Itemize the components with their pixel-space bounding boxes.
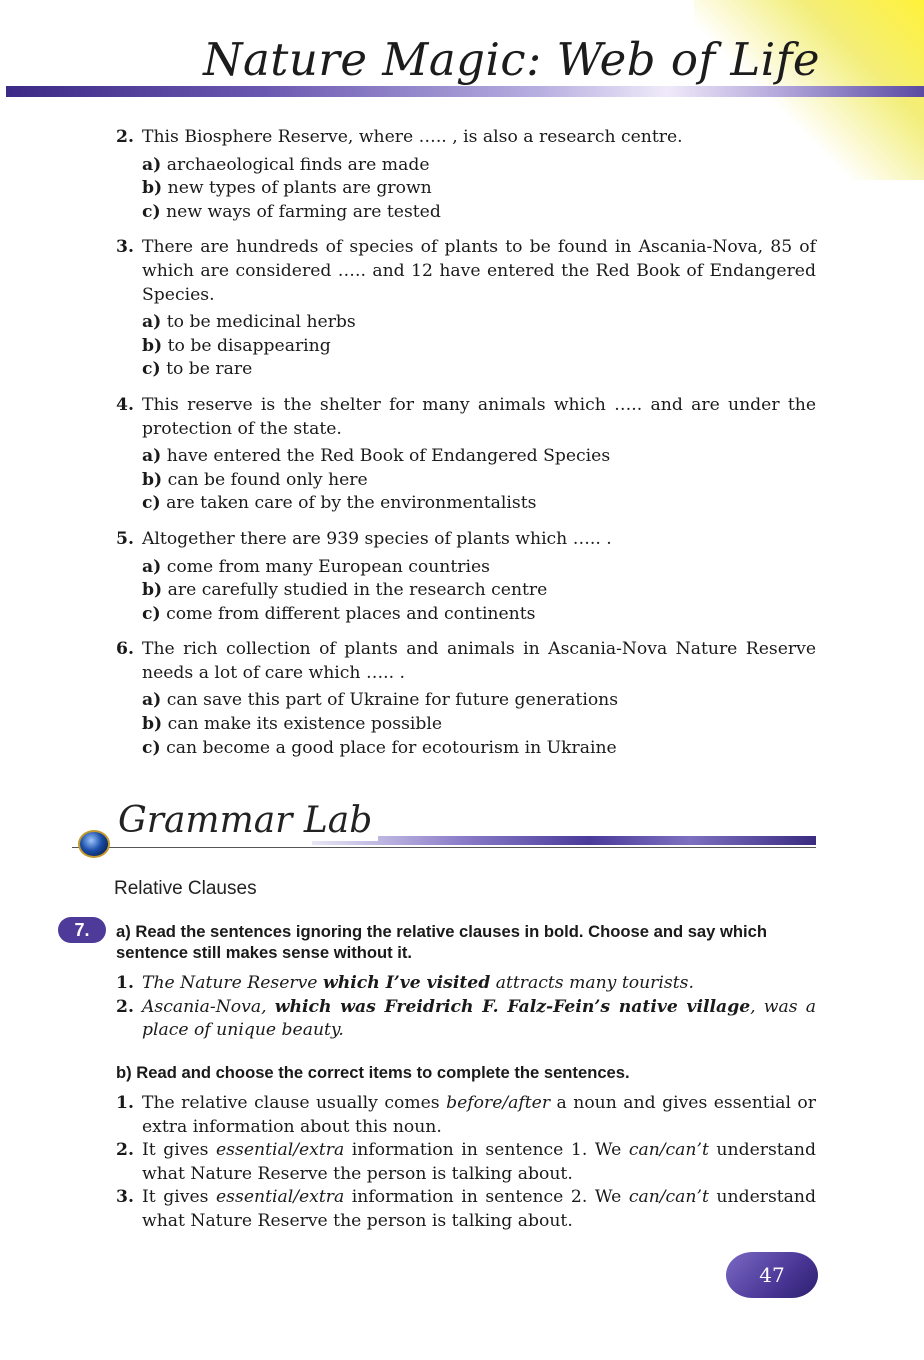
- answer-option: [142, 469, 816, 493]
- item-text: The relative clause usually comes: [142, 1093, 447, 1113]
- question-number: 6.: [116, 639, 134, 660]
- option-letter: a): [142, 446, 162, 467]
- option-text: to be rare: [166, 359, 253, 380]
- option-text: new types of plants are grown: [167, 178, 432, 199]
- item-text: information in sentence 2. We: [344, 1187, 629, 1208]
- option-text: are taken care of by the environmentalists: [166, 493, 537, 514]
- question-text: This Biosphere Reserve, where ….. , is also a research centre.: [142, 127, 683, 147]
- sentence-text: , was a place of unique beauty.: [142, 996, 817, 1041]
- item-number: 1.: [116, 1093, 134, 1113]
- item-text: It gives: [142, 1140, 217, 1161]
- option-letter: b): [142, 714, 163, 735]
- option-letter: b): [142, 178, 163, 199]
- answer-option: [142, 154, 816, 178]
- question-number: 2.: [116, 127, 134, 147]
- answer-options: [142, 689, 816, 760]
- sentence-number: 1.: [116, 973, 134, 993]
- option-letter: b): [142, 335, 163, 356]
- question-item: [116, 126, 816, 224]
- option-text: to be medicinal herbs: [166, 312, 356, 333]
- relative-clause: which I’ve visited: [322, 973, 491, 993]
- option-letter: a): [142, 556, 162, 577]
- question-text: The rich collection of plants and animals in Ascania-Nova Nature Reserve needs a lot of care which ….. .: [142, 639, 816, 683]
- answer-option: [142, 579, 816, 603]
- task-b-instruction: b) Read and choose the correct items to complete the sentences.: [116, 1063, 630, 1082]
- option-letter: c): [142, 201, 161, 222]
- completion-item: [116, 1092, 816, 1139]
- question-number: 4.: [116, 394, 134, 415]
- sentence-number: 2.: [116, 996, 134, 1017]
- option-letter: b): [142, 580, 163, 601]
- option-text: can save this part of Ukraine for future generations: [166, 690, 619, 711]
- grammar-lab-title: Grammar Lab: [112, 800, 378, 841]
- option-text: can be found only here: [167, 469, 368, 490]
- item-text: It gives: [142, 1187, 217, 1208]
- option-letter: c): [142, 603, 161, 624]
- orb-icon: [78, 830, 110, 858]
- question-number: 3.: [116, 237, 134, 258]
- section-heading: Relative Clauses: [114, 878, 257, 899]
- page-number: 47: [726, 1252, 818, 1298]
- sentence-text: Ascania-Nova,: [142, 996, 275, 1017]
- option-text: new ways of farming are tested: [166, 201, 441, 222]
- exercise-number-badge: 7.: [58, 917, 106, 943]
- choice-option: can/can’t: [628, 1187, 709, 1208]
- option-letter: a): [142, 312, 162, 333]
- items-b: [116, 1092, 816, 1234]
- sentence-text: attracts many tourists.: [490, 973, 694, 993]
- answer-option: [142, 713, 816, 737]
- grammar-lab-bar: [312, 836, 816, 845]
- option-text: are carefully studied in the research centre: [167, 580, 548, 601]
- option-text: can become a good place for ecotourism in Ukraine: [166, 737, 617, 758]
- answer-option: [142, 445, 816, 469]
- option-text: can make its existence possible: [167, 714, 443, 735]
- option-text: to be disappearing: [167, 335, 331, 356]
- answer-option: [142, 689, 816, 713]
- answer-options: [142, 445, 816, 516]
- item-text: a noun and gives essential or extra information about this noun.: [142, 1093, 816, 1137]
- relative-clause: which was Freidrich F. Falz-Fein’s native village: [274, 996, 751, 1017]
- answer-options: [142, 311, 816, 382]
- answer-option: [142, 737, 816, 761]
- question-text: There are hundreds of species of plants to be found in Ascania-Nova, 85 of which are considered ….. and 12 have entered the Red Book of Endangered Species.: [142, 237, 816, 305]
- option-letter: b): [142, 469, 163, 490]
- option-letter: a): [142, 690, 162, 711]
- option-text: come from many European countries: [166, 556, 490, 577]
- option-text: archaeological finds are made: [166, 154, 430, 175]
- answer-option: [142, 177, 816, 201]
- example-sentence: [116, 996, 816, 1043]
- grammar-lab-rule: [72, 847, 816, 848]
- choice-option: before/after: [446, 1093, 551, 1113]
- answer-options: [142, 154, 816, 225]
- item-number: 2.: [116, 1140, 134, 1161]
- task-a-instruction: a) Read the sentences ignoring the relative clauses in bold. Choose and say which sentence still makes sense without it.: [116, 922, 768, 962]
- item-text: understand what Nature Reserve the person is talking about.: [142, 1187, 817, 1231]
- example-sentence: [116, 972, 816, 996]
- question-text: This reserve is the shelter for many animals which ….. and are under the protection of the state.: [142, 394, 816, 439]
- page-header-title: Nature Magic: Web of Life: [203, 33, 820, 86]
- answer-option: [142, 556, 816, 580]
- item-number: 3.: [116, 1187, 134, 1208]
- question-text: Altogether there are 939 species of plants which ….. .: [142, 528, 612, 549]
- choice-option: essential/extra: [216, 1187, 345, 1208]
- option-letter: c): [142, 359, 161, 380]
- completion-item: [116, 1186, 816, 1233]
- option-letter: c): [142, 737, 161, 758]
- question-item: [116, 528, 816, 626]
- option-text: have entered the Red Book of Endangered Species: [166, 446, 611, 467]
- answer-option: [142, 335, 816, 359]
- question-number: 5.: [116, 528, 134, 549]
- answer-option: [142, 311, 816, 335]
- question-item: [116, 638, 816, 760]
- questions-list: [116, 126, 816, 772]
- header-bar: [6, 86, 924, 97]
- item-text: understand what Nature Reserve the person is talking about.: [142, 1140, 817, 1184]
- question-item: [116, 236, 816, 382]
- answer-option: [142, 358, 816, 382]
- question-item: [116, 394, 816, 516]
- completion-item: [116, 1139, 816, 1186]
- choice-option: essential/extra: [216, 1140, 345, 1161]
- grammar-lab-banner: [72, 800, 822, 860]
- option-letter: a): [142, 154, 162, 175]
- answer-option: [142, 201, 816, 225]
- option-text: come from different places and continents: [166, 603, 536, 624]
- item-text: information in sentence 1. We: [344, 1140, 629, 1161]
- option-letter: c): [142, 493, 161, 514]
- sentence-text: The Nature Reserve: [142, 973, 323, 993]
- sentences-a: [116, 972, 816, 1043]
- answer-option: [142, 603, 816, 627]
- answer-options: [142, 556, 816, 627]
- choice-option: can/can’t: [628, 1140, 709, 1161]
- answer-option: [142, 492, 816, 516]
